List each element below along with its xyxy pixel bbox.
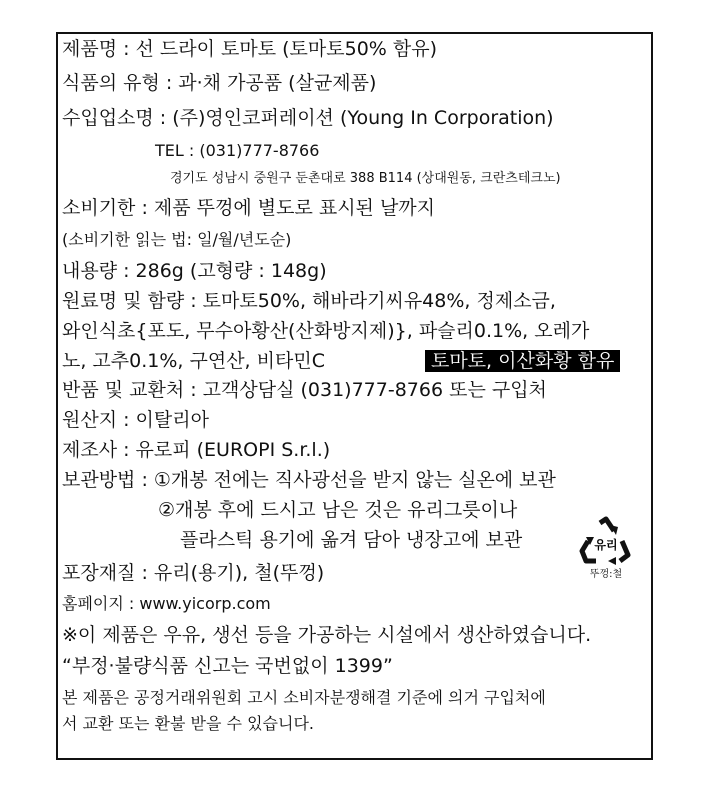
packaging-line: 포장재질 : 유리(용기), 철(뚜껑) bbox=[62, 562, 325, 584]
dispute-line-1: 본 제품은 공정거래위원회 고시 소비자분쟁해결 기준에 의거 구입처에 bbox=[62, 688, 546, 707]
importer-line: 수입업소명 : (주)영인코퍼레이션 (Young In Corporation) bbox=[62, 107, 554, 129]
allergen-badge bbox=[425, 349, 620, 373]
ingredients-line-1: 원료명 및 함량 : 토마토50%, 해바라기씨유48%, 정제소금, bbox=[62, 290, 556, 312]
recycle-material-text: 유리 bbox=[594, 538, 618, 552]
content-line: 내용량 : 286g (고형량 : 148g) bbox=[62, 260, 327, 282]
expiry-line: 소비기한 : 제품 뚜껑에 별도로 표시된 날까지 bbox=[62, 197, 436, 219]
dispute-line-2: 서 교환 또는 환불 받을 수 있습니다. bbox=[62, 714, 314, 733]
expiry-note-line: (소비기한 읽는 법: 일/월/년도순) bbox=[62, 230, 292, 249]
allergen-highlight: 토마토, 이산화황 함유 bbox=[425, 350, 620, 372]
returns-line: 반품 및 교환처 : 고객상담실 (031)777-8766 또는 구입처 bbox=[62, 379, 547, 401]
product-name-line: 제품명 : 선 드라이 토마토 (토마토50% 함유) bbox=[62, 38, 438, 60]
homepage-line: 홈페이지 : www.yicorp.com bbox=[62, 594, 271, 613]
facility-note-line: ※이 제품은 우유, 생선 등을 가공하는 시설에서 생산하였습니다. bbox=[62, 624, 592, 646]
recycle-triangle-icon bbox=[578, 515, 634, 569]
tel-line: TEL : (031)777-8766 bbox=[155, 141, 320, 160]
food-type-line: 식품의 유형 : 과·채 가공품 (살균제품) bbox=[62, 72, 377, 94]
ingredients-line-3: 노, 고추0.1%, 구연산, 비타민C bbox=[62, 350, 325, 372]
storage-line-2: ②개봉 후에 드시고 남은 것은 유리그릇이나 bbox=[158, 499, 518, 521]
storage-line-3: 플라스틱 용기에 옮겨 담아 냉장고에 보관 bbox=[180, 529, 523, 551]
manufacturer-line: 제조사 : 유로피 (EUROPI S.r.l.) bbox=[62, 439, 331, 461]
origin-line: 원산지 : 이탈리아 bbox=[62, 409, 209, 431]
report-line: “부정·불량식품 신고는 국번없이 1399” bbox=[62, 655, 393, 677]
ingredients-line-2: 와인식초{포도, 무수아황산(산화방지제)}, 파슬리0.1%, 오레가 bbox=[62, 320, 590, 342]
address-line: 경기도 성남시 중원구 둔촌대로 388 B114 (상대원동, 크란츠테크노) bbox=[170, 171, 561, 186]
storage-line-1: 보관방법 : ①개봉 전에는 직사광선을 받지 않는 실온에 보관 bbox=[62, 469, 556, 491]
recycle-mark bbox=[575, 515, 637, 589]
recycle-lid-label: 뚜껑:철 bbox=[589, 569, 623, 580]
